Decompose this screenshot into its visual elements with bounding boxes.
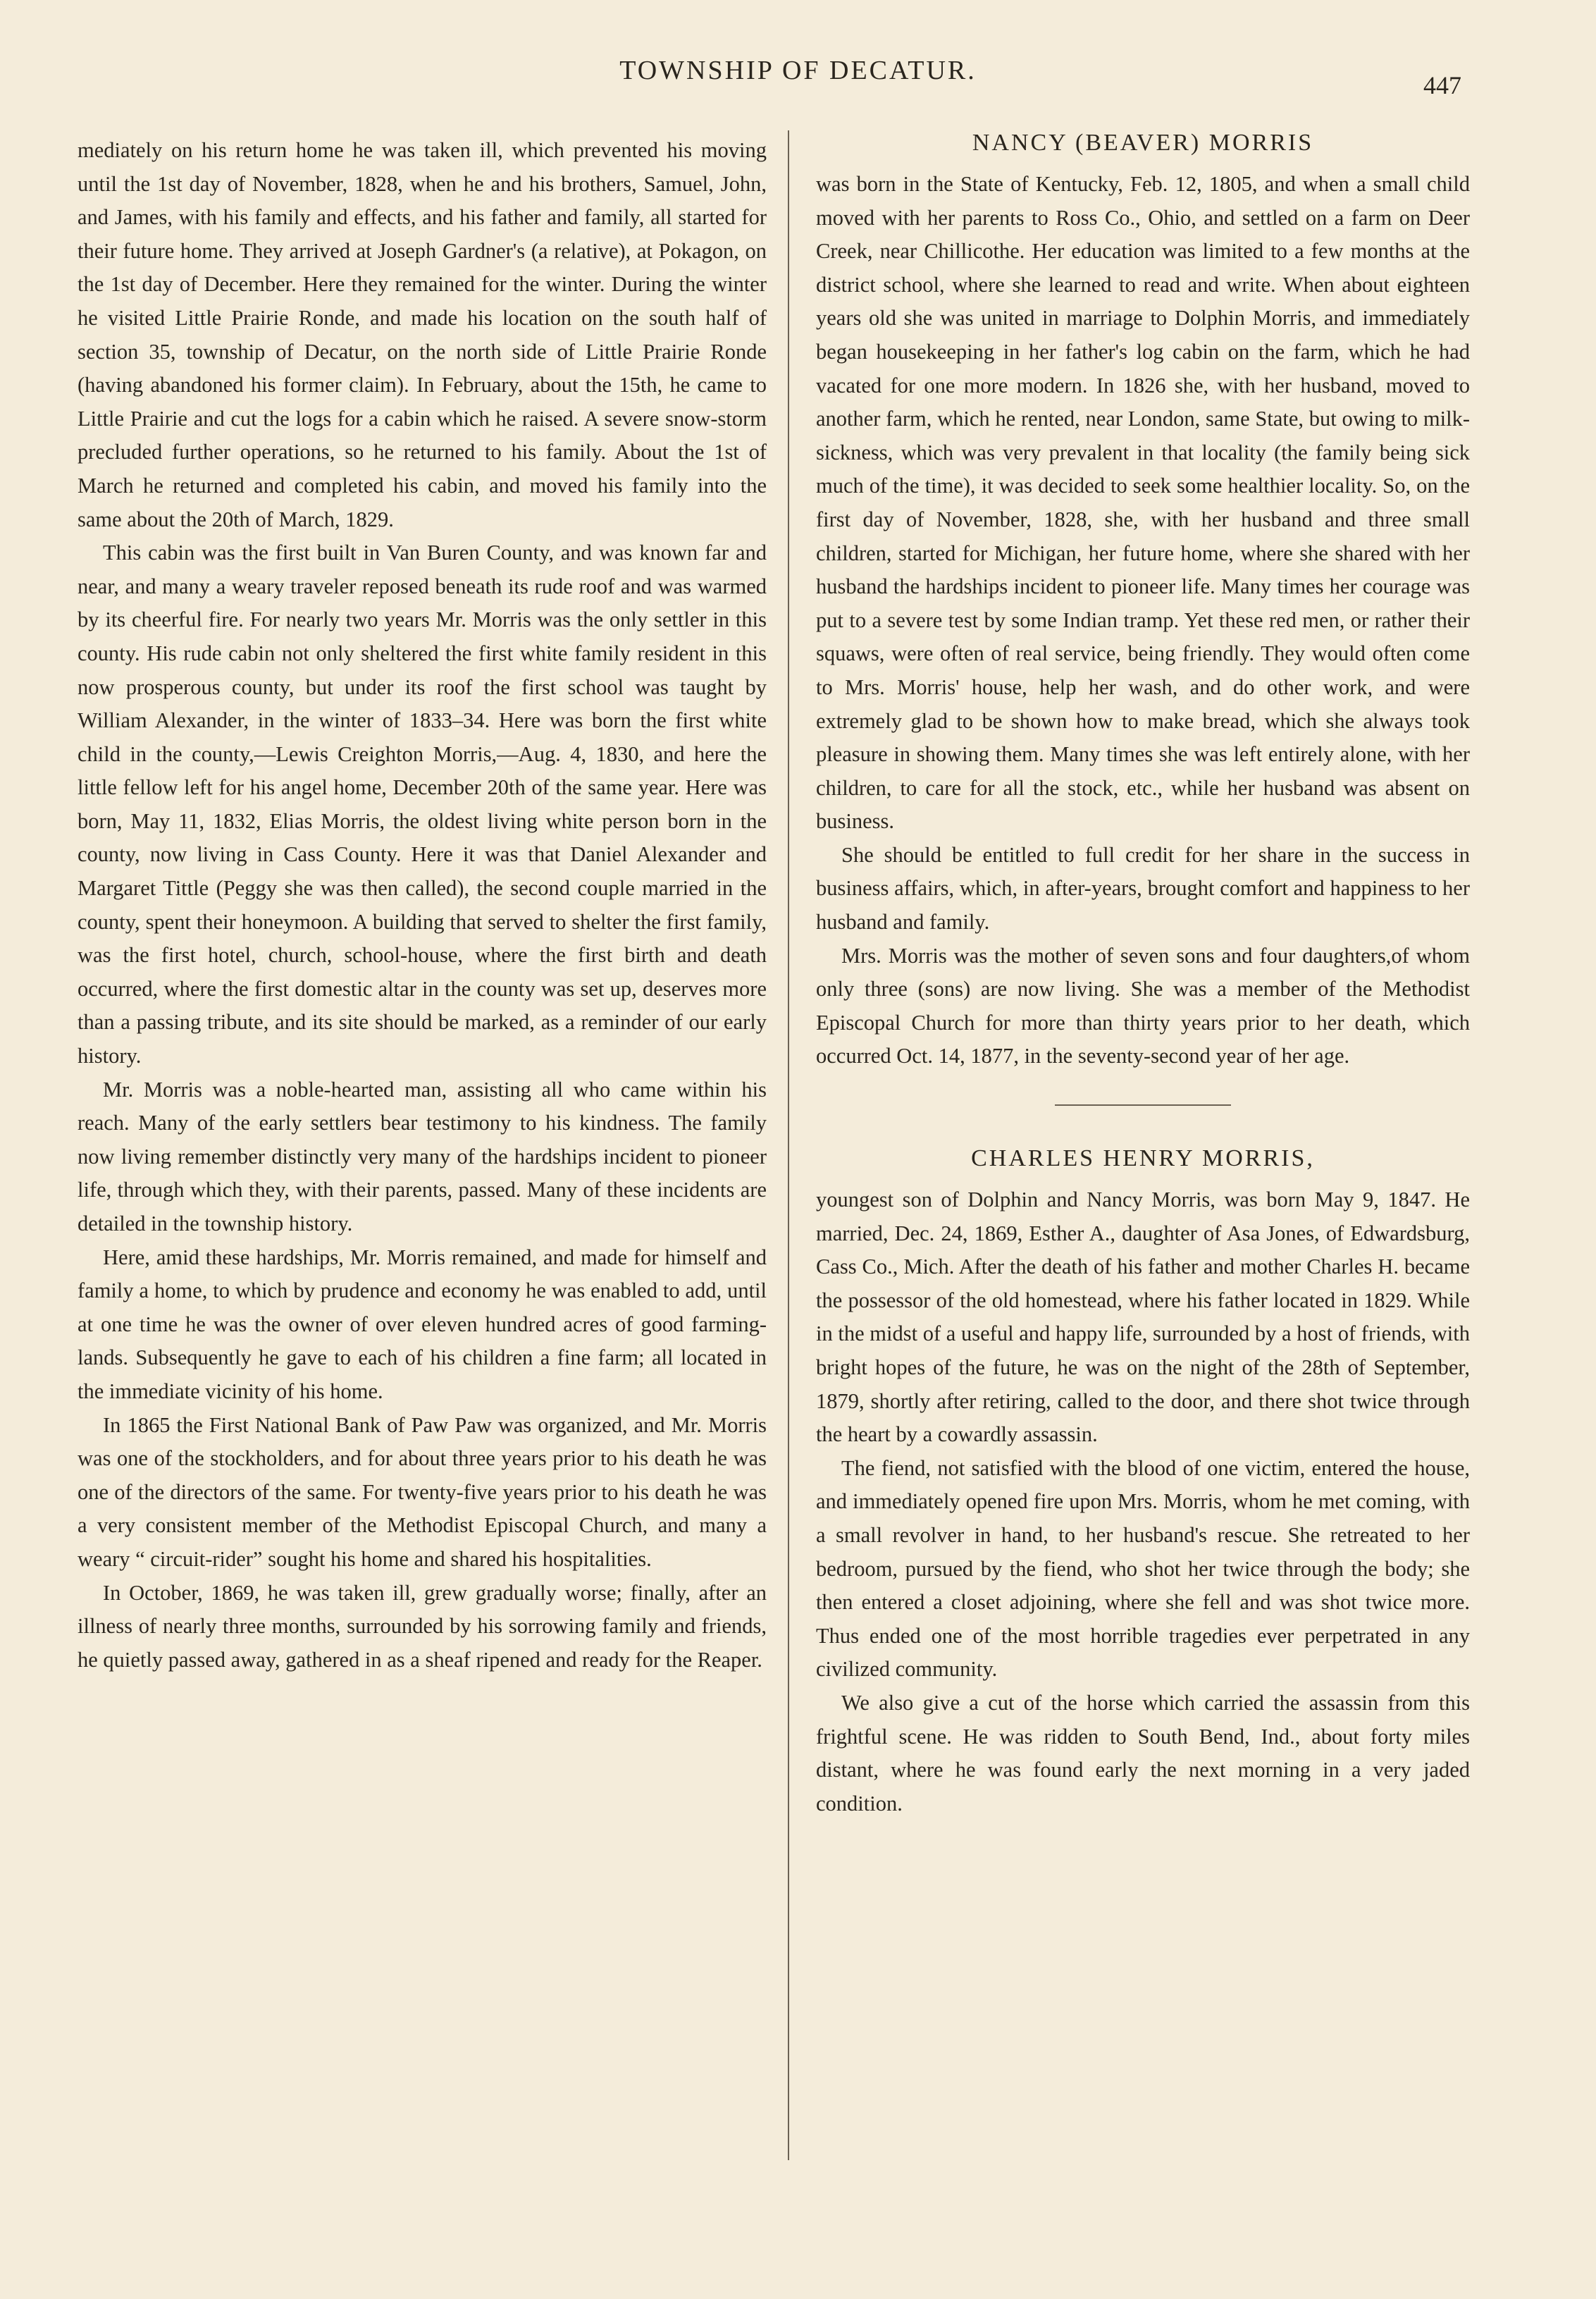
right-column bbox=[816, 125, 1470, 1820]
column-divider bbox=[788, 130, 789, 2160]
paragraph: The fiend, not satisfied with the blood of one victim, entered the house, and immediately opened fire upon Mrs. Morris, whom he met coming, with a small revolver in hand, to her husband's rescue. She retreated to her bedroom, pursued by the fiend, who shot her twice through the body; she then entered a closet adjoining, where she fell and was shot twice more. Thus ended one of the most horrible tragedies ever perpetrated in any civilized community. bbox=[816, 1455, 1470, 1682]
page-number: 447 bbox=[1423, 71, 1461, 99]
paragraph: Mrs. Morris was the mother of seven sons and four daughters,of whom only three (sons) are now living. She was a member of the Methodist Episcopal Church for more than thirty years prior to her death, which occurred Oct. 14, 1877, in the seventy-second year of her age. bbox=[816, 943, 1470, 1068]
paragraph: Here, amid these hardships, Mr. Morris remained, and made for himself and family a home, to which by prudence and economy he was enabled to add, until at one time he was the owner of over eleven hundred acres of good farming-lands. Subsequently he gave to each of his children a fine farm; all located in the immediate vicinity of his home. bbox=[78, 1245, 767, 1403]
paragraph: She should be entitled to full credit for her share in the success in business affairs, which, in after-years, brought comfort and happiness to her husband and family. bbox=[816, 842, 1470, 935]
paragraph: mediately on his return home he was taken ill, which prevented his moving until the 1st day of November, 1828, when he and his brothers, Samuel, John, and James, with his family and effects, and his father and family, all started for their future home. They arrived at Joseph Gardner's (a relative), at Pokagon, on the 1st day of December. Here they remained for the winter. During the winter he visited Little Prairie Ronde, and made his location on the south half of section 35, township of Decatur, on the north side of Little Prairie Ronde (having abandoned his former claim). In February, about the 15th, he came to Little Prairie and cut the logs for a cabin which he raised. A severe snow-storm precluded further operations, so he returned to his family. About the 1st of March he returned and completed his cabin, and moved his family into the same about the 20th of March, 1829. bbox=[78, 138, 767, 531]
section-title-nancy-morris: NANCY (BEAVER) MORRIS bbox=[972, 130, 1314, 156]
paragraph: In 1865 the First National Bank of Paw Paw was organized, and Mr. Morris was one of the stockholders, and for about three years prior to his death he was one of the directors of the same. For twenty-five years prior to his death he was a very consistent member of the Methodist Episcopal Church, and many a weary “ circuit-rider” sought his home and shared his hospitalities. bbox=[78, 1412, 767, 1571]
left-column bbox=[78, 134, 767, 1677]
paragraph: In October, 1869, he was taken ill, grew gradually worse; finally, after an illness of nearly three months, surrounded by his sorrowing family and friends, he quietly passed away, gathered in as a sheaf ripened and ready for the Reaper. bbox=[78, 1580, 767, 1672]
paragraph: We also give a cut of the horse which carried the assassin from this frightful scene. He was ridden to South Bend, Ind., about forty miles distant, where he was found early the next morning in a very jaded condition. bbox=[816, 1690, 1470, 1816]
running-head: TOWNSHIP OF DECATUR. bbox=[619, 56, 977, 85]
paragraph: was born in the State of Kentucky, Feb. 12, 1805, and when a small child moved with her parents to Ross Co., Ohio, and settled on a farm on Deer Creek, near Chillicothe. Her education was limited to a few months at the district school, where she learned to read and write. When about eighteen years old she was united in marriage to Dolphin Morris, and immediately began housekeeping in her father's log cabin on the farm, which he had vacated for one more modern. In 1826 she, with her husband, moved to another farm, which he rented, near London, same State, but owing to milk-sickness, which was very prevalent in that locality (the family being sick much of the time), it was decided to seek some healthier locality. So, on the first day of November, 1828, she, with her husband and three small children, started for Michigan, her future home, where she shared with her husband the hardships incident to pioneer life. Many times her courage was put to a severe test by some Indian tramp. Yet these red men, or rather their squaws, were often of real service, being friendly. They would often come to Mrs. Morris' house, help her wash, and do other work, and were extremely glad to be shown how to make bread, which she always took pleasure in showing them. Many times she was left entirely alone, with her children, to care for all the stock, etc., while her husband was absent on business. bbox=[816, 172, 1470, 834]
paragraph: Mr. Morris was a noble-hearted man, assisting all who came within his reach. Many of the early settlers bear testimony to his kindness. The family now living remember distinctly very many of the hardships incident to pioneer life, through which they, with their parents, passed. Many of these incidents are detailed in the township history. bbox=[78, 1077, 767, 1235]
section-title-charles-henry-morris: CHARLES HENRY MORRIS, bbox=[971, 1145, 1315, 1172]
paragraph: youngest son of Dolphin and Nancy Morris, was born May 9, 1847. He married, Dec. 24, 1869, Esther A., daughter of Asa Jones, of Edwardsburg, Cass Co., Mich. After the death of his father and mother Charles H. became the possessor of the old homestead, where his father located in 1829. While in the midst of a useful and happy life, surrounded by a host of friends, with bright hopes of the future, he was on the night of the 28th of September, 1879, shortly after retiring, called to the door, and there shot twice through the heart by a cowardly assassin. bbox=[816, 1188, 1470, 1447]
paragraph: This cabin was the first built in Van Buren County, and was known far and near, and many a weary traveler reposed beneath its rude roof and was warmed by its cheerful fire. For nearly two years Mr. Morris was the only settler in this county. His rude cabin not only sheltered the first white family resident in this now prosperous county, but under its roof the first school was taught by William Alexander, in the winter of 1833–34. Here was born the first white child in the county,—Lewis Creighton Morris,—Aug. 4, 1830, and here the little fellow left for his angel home, December 20th of the same year. Here was born, May 11, 1832, Elias Morris, the oldest living white person born in the county, now living in Cass County. Here it was that Daniel Alexander and Margaret Tittle (Peggy she was then called), the second couple married in the county, spent their honeymoon. A building that served to shelter the first family, was the first hotel, church, school-house, where the first birth and death occurred, where the first domestic altar in the county was set up, deserves more than a passing tribute, and its site should be marked, as a reminder of our early history. bbox=[78, 541, 767, 1068]
section-divider-rule bbox=[1055, 1104, 1231, 1106]
